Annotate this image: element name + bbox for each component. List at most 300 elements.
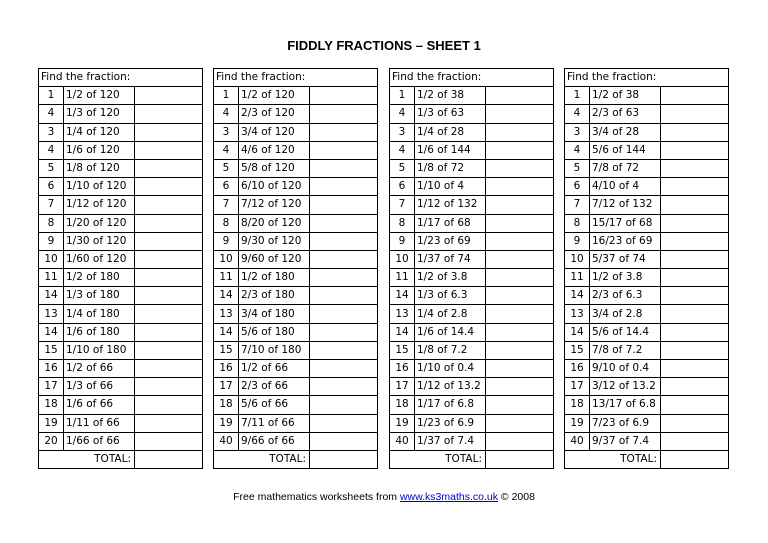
question-text: 7/12 of 120 (239, 196, 310, 214)
question-text: 1/4 of 2.8 (415, 305, 486, 323)
question-text: 4/6 of 120 (239, 141, 310, 159)
table-row (39, 141, 203, 159)
question-text: 5/6 of 144 (590, 141, 661, 159)
question-number: 7 (565, 196, 590, 214)
answer-cell[interactable] (486, 214, 554, 232)
question-text: 2/3 of 180 (239, 287, 310, 305)
total-answer-cell[interactable] (486, 450, 554, 468)
question-text: 1/17 of 6.8 (415, 396, 486, 414)
table-row (390, 414, 554, 432)
answer-cell[interactable] (310, 250, 378, 268)
question-text: 13/17 of 6.8 (590, 396, 661, 414)
question-text: 1/8 of 72 (415, 159, 486, 177)
question-number: 17 (390, 378, 415, 396)
question-number: 7 (214, 196, 239, 214)
answer-cell[interactable] (486, 159, 554, 177)
table-row (390, 323, 554, 341)
question-number: 4 (390, 141, 415, 159)
answer-cell[interactable] (486, 432, 554, 450)
question-number: 9 (39, 232, 64, 250)
answer-cell[interactable] (310, 105, 378, 123)
question-number: 14 (390, 287, 415, 305)
question-number: 14 (565, 287, 590, 305)
question-text: 1/3 of 66 (64, 378, 135, 396)
answer-cell[interactable] (310, 87, 378, 105)
answer-cell[interactable] (135, 196, 203, 214)
table-header: Find the fraction: (214, 69, 378, 87)
answer-cell[interactable] (135, 305, 203, 323)
answer-cell[interactable] (661, 105, 729, 123)
answer-cell[interactable] (661, 214, 729, 232)
table-row (214, 141, 378, 159)
answer-cell[interactable] (310, 414, 378, 432)
answer-cell[interactable] (310, 378, 378, 396)
question-text: 1/3 of 6.3 (415, 287, 486, 305)
table-row (39, 414, 203, 432)
question-number: 15 (214, 341, 239, 359)
answer-cell[interactable] (661, 232, 729, 250)
question-number: 7 (390, 196, 415, 214)
question-text: 1/6 of 120 (64, 141, 135, 159)
question-text: 1/4 of 180 (64, 305, 135, 323)
question-text: 1/2 of 180 (239, 269, 310, 287)
answer-cell[interactable] (135, 123, 203, 141)
question-number: 18 (39, 396, 64, 414)
answer-cell[interactable] (486, 360, 554, 378)
fraction-table-3 (389, 68, 554, 469)
question-number: 4 (565, 141, 590, 159)
answer-cell[interactable] (310, 269, 378, 287)
question-text: 1/2 of 120 (64, 87, 135, 105)
question-number: 1 (565, 87, 590, 105)
question-number: 8 (214, 214, 239, 232)
answer-cell[interactable] (310, 341, 378, 359)
question-text: 1/30 of 120 (64, 232, 135, 250)
answer-cell[interactable] (661, 432, 729, 450)
answer-cell[interactable] (135, 287, 203, 305)
table-row (214, 323, 378, 341)
fraction-table-2 (213, 68, 378, 469)
question-number: 19 (565, 414, 590, 432)
table-row (214, 232, 378, 250)
answer-cell[interactable] (310, 141, 378, 159)
table-row (214, 360, 378, 378)
table-row (390, 360, 554, 378)
question-number: 3 (39, 123, 64, 141)
question-text: 1/6 of 14.4 (415, 323, 486, 341)
table-row (39, 105, 203, 123)
question-number: 18 (214, 396, 239, 414)
answer-cell[interactable] (486, 287, 554, 305)
table-row (565, 196, 729, 214)
question-text: 1/3 of 120 (64, 105, 135, 123)
answer-cell[interactable] (486, 414, 554, 432)
table-row (39, 159, 203, 177)
question-text: 5/6 of 180 (239, 323, 310, 341)
answer-cell[interactable] (135, 87, 203, 105)
table-row (39, 87, 203, 105)
question-text: 2/3 of 120 (239, 105, 310, 123)
answer-cell[interactable] (135, 232, 203, 250)
question-number: 1 (39, 87, 64, 105)
question-number: 6 (390, 178, 415, 196)
answer-cell[interactable] (310, 432, 378, 450)
table-row (214, 87, 378, 105)
footer-link[interactable]: www.ks3maths.co.uk (399, 491, 498, 503)
question-number: 18 (390, 396, 415, 414)
answer-cell[interactable] (486, 323, 554, 341)
question-text: 7/11 of 66 (239, 414, 310, 432)
question-text: 1/2 of 180 (64, 269, 135, 287)
total-row (390, 450, 554, 468)
table-row (214, 287, 378, 305)
question-number: 14 (214, 323, 239, 341)
question-text: 3/4 of 28 (590, 123, 661, 141)
table-row (39, 178, 203, 196)
answer-cell[interactable] (486, 87, 554, 105)
answer-cell[interactable] (135, 214, 203, 232)
table-header-row (39, 69, 203, 87)
table-row (565, 341, 729, 359)
answer-cell[interactable] (135, 269, 203, 287)
question-text: 4/10 of 4 (590, 178, 661, 196)
question-text: 1/37 of 74 (415, 250, 486, 268)
table-row (565, 323, 729, 341)
answer-cell[interactable] (661, 250, 729, 268)
table-row (565, 378, 729, 396)
question-number: 4 (39, 141, 64, 159)
table-row (214, 305, 378, 323)
footer-prefix: Free mathematics worksheets from (233, 491, 400, 503)
table-row (390, 432, 554, 450)
table-row (39, 323, 203, 341)
question-number: 15 (565, 341, 590, 359)
question-number: 10 (39, 250, 64, 268)
answer-cell[interactable] (661, 269, 729, 287)
question-text: 8/20 of 120 (239, 214, 310, 232)
question-number: 6 (39, 178, 64, 196)
answer-cell[interactable] (486, 123, 554, 141)
table-row (214, 178, 378, 196)
question-text: 1/2 of 66 (239, 360, 310, 378)
table-row (565, 305, 729, 323)
answer-cell[interactable] (661, 87, 729, 105)
question-number: 7 (39, 196, 64, 214)
answer-cell[interactable] (135, 105, 203, 123)
table-row (214, 250, 378, 268)
question-number: 40 (214, 432, 239, 450)
answer-cell[interactable] (310, 287, 378, 305)
question-number: 14 (214, 287, 239, 305)
table-row (214, 269, 378, 287)
answer-cell[interactable] (486, 378, 554, 396)
question-number: 8 (565, 214, 590, 232)
question-number: 17 (565, 378, 590, 396)
answer-cell[interactable] (135, 341, 203, 359)
table-row (39, 123, 203, 141)
table-row (214, 123, 378, 141)
question-text: 1/66 of 66 (64, 432, 135, 450)
answer-cell[interactable] (310, 178, 378, 196)
question-number: 3 (390, 123, 415, 141)
table-row (214, 341, 378, 359)
table-row (565, 360, 729, 378)
question-number: 15 (39, 341, 64, 359)
question-number: 3 (565, 123, 590, 141)
answer-cell[interactable] (310, 214, 378, 232)
answer-cell[interactable] (486, 232, 554, 250)
answer-cell[interactable] (661, 287, 729, 305)
question-number: 17 (214, 378, 239, 396)
question-number: 40 (390, 432, 415, 450)
question-text: 1/10 of 120 (64, 178, 135, 196)
question-number: 1 (214, 87, 239, 105)
table-row (565, 159, 729, 177)
table-row (565, 87, 729, 105)
question-number: 14 (390, 323, 415, 341)
answer-cell[interactable] (310, 123, 378, 141)
table-header-row (390, 69, 554, 87)
table-row (390, 87, 554, 105)
table-row (39, 250, 203, 268)
question-text: 3/4 of 120 (239, 123, 310, 141)
table-row (214, 396, 378, 414)
answer-cell[interactable] (486, 396, 554, 414)
table-row (39, 269, 203, 287)
table-row (390, 287, 554, 305)
answer-cell[interactable] (310, 232, 378, 250)
question-number: 6 (214, 178, 239, 196)
table-row (390, 178, 554, 196)
table-row (565, 396, 729, 414)
question-text: 1/3 of 63 (415, 105, 486, 123)
total-answer-cell[interactable] (661, 450, 729, 468)
question-text: 5/8 of 120 (239, 159, 310, 177)
table-row (565, 269, 729, 287)
table-row (390, 214, 554, 232)
question-text: 1/12 of 120 (64, 196, 135, 214)
table-row (390, 105, 554, 123)
answer-cell[interactable] (486, 250, 554, 268)
question-number: 20 (39, 432, 64, 450)
question-number: 9 (214, 232, 239, 250)
question-text: 16/23 of 69 (590, 232, 661, 250)
question-text: 2/3 of 6.3 (590, 287, 661, 305)
answer-cell[interactable] (310, 305, 378, 323)
question-text: 1/12 of 13.2 (415, 378, 486, 396)
question-text: 15/17 of 68 (590, 214, 661, 232)
table-row (565, 287, 729, 305)
question-number: 8 (39, 214, 64, 232)
question-text: 1/2 of 120 (239, 87, 310, 105)
table-row (39, 305, 203, 323)
table-header: Find the fraction: (39, 69, 203, 87)
question-number: 11 (565, 269, 590, 287)
table-row (39, 360, 203, 378)
question-text: 1/11 of 66 (64, 414, 135, 432)
question-number: 19 (214, 414, 239, 432)
answer-cell[interactable] (486, 305, 554, 323)
question-text: 3/4 of 2.8 (590, 305, 661, 323)
answer-cell[interactable] (310, 323, 378, 341)
answer-cell[interactable] (661, 378, 729, 396)
table-row (390, 196, 554, 214)
answer-cell[interactable] (135, 360, 203, 378)
question-number: 9 (565, 232, 590, 250)
table-row (390, 232, 554, 250)
question-text: 1/8 of 120 (64, 159, 135, 177)
question-text: 1/6 of 180 (64, 323, 135, 341)
question-number: 14 (39, 323, 64, 341)
question-text: 1/17 of 68 (415, 214, 486, 232)
table-row (390, 123, 554, 141)
question-number: 5 (390, 159, 415, 177)
table-row (390, 250, 554, 268)
footer-suffix: © 2008 (498, 491, 535, 503)
answer-cell[interactable] (135, 396, 203, 414)
table-row (214, 159, 378, 177)
question-text: 5/37 of 74 (590, 250, 661, 268)
total-row (39, 450, 203, 468)
question-number: 11 (390, 269, 415, 287)
answer-cell[interactable] (661, 178, 729, 196)
answer-cell[interactable] (310, 159, 378, 177)
answer-cell[interactable] (486, 341, 554, 359)
question-number: 19 (39, 414, 64, 432)
question-text: 1/20 of 120 (64, 214, 135, 232)
question-text: 6/10 of 120 (239, 178, 310, 196)
answer-cell[interactable] (661, 305, 729, 323)
question-text: 1/6 of 66 (64, 396, 135, 414)
question-text: 1/2 of 3.8 (590, 269, 661, 287)
question-text: 1/2 of 66 (64, 360, 135, 378)
answer-cell[interactable] (661, 123, 729, 141)
question-text: 3/12 of 13.2 (590, 378, 661, 396)
question-number: 8 (390, 214, 415, 232)
question-number: 13 (390, 305, 415, 323)
table-row (565, 414, 729, 432)
question-number: 18 (565, 396, 590, 414)
total-answer-cell[interactable] (310, 450, 378, 468)
table-row (390, 269, 554, 287)
total-answer-cell[interactable] (135, 450, 203, 468)
question-number: 1 (390, 87, 415, 105)
answer-cell[interactable] (486, 105, 554, 123)
table-row (39, 214, 203, 232)
total-row (565, 450, 729, 468)
answer-cell[interactable] (486, 141, 554, 159)
question-text: 1/12 of 132 (415, 196, 486, 214)
answer-cell[interactable] (661, 360, 729, 378)
table-row (390, 378, 554, 396)
question-number: 10 (390, 250, 415, 268)
question-number: 14 (39, 287, 64, 305)
question-text: 9/60 of 120 (239, 250, 310, 268)
question-text: 2/3 of 66 (239, 378, 310, 396)
question-text: 7/8 of 72 (590, 159, 661, 177)
question-text: 3/4 of 180 (239, 305, 310, 323)
question-number: 16 (214, 360, 239, 378)
table-header: Find the fraction: (390, 69, 554, 87)
answer-cell[interactable] (486, 178, 554, 196)
answer-cell[interactable] (135, 141, 203, 159)
answer-cell[interactable] (135, 178, 203, 196)
question-number: 11 (39, 269, 64, 287)
answer-cell[interactable] (310, 360, 378, 378)
answer-cell[interactable] (135, 414, 203, 432)
answer-cell[interactable] (486, 269, 554, 287)
question-number: 10 (565, 250, 590, 268)
question-text: 1/10 of 0.4 (415, 360, 486, 378)
total-label: TOTAL: (214, 450, 310, 468)
question-number: 3 (214, 123, 239, 141)
table-row (390, 159, 554, 177)
table-row (565, 105, 729, 123)
question-text: 9/10 of 0.4 (590, 360, 661, 378)
answer-cell[interactable] (135, 323, 203, 341)
answer-cell[interactable] (310, 196, 378, 214)
answer-cell[interactable] (661, 159, 729, 177)
answer-cell[interactable] (661, 323, 729, 341)
question-text: 9/30 of 120 (239, 232, 310, 250)
table-row (39, 287, 203, 305)
table-row (565, 214, 729, 232)
question-number: 15 (390, 341, 415, 359)
question-text: 1/23 of 69 (415, 232, 486, 250)
table-row (565, 250, 729, 268)
answer-cell[interactable] (486, 196, 554, 214)
table-row (214, 105, 378, 123)
answer-cell[interactable] (135, 432, 203, 450)
fraction-table-1 (38, 68, 203, 469)
answer-cell[interactable] (135, 378, 203, 396)
question-text: 1/2 of 38 (590, 87, 661, 105)
question-number: 13 (39, 305, 64, 323)
question-number: 4 (565, 105, 590, 123)
answer-cell[interactable] (135, 159, 203, 177)
question-text: 7/8 of 7.2 (590, 341, 661, 359)
footer (0, 491, 768, 503)
total-label: TOTAL: (565, 450, 661, 468)
table-row (214, 432, 378, 450)
question-number: 10 (214, 250, 239, 268)
question-number: 4 (214, 141, 239, 159)
question-text: 1/3 of 180 (64, 287, 135, 305)
question-text: 7/12 of 132 (590, 196, 661, 214)
table-row (214, 414, 378, 432)
question-number: 5 (39, 159, 64, 177)
question-text: 7/23 of 6.9 (590, 414, 661, 432)
question-number: 19 (390, 414, 415, 432)
table-row (39, 232, 203, 250)
table-row (39, 196, 203, 214)
question-text: 9/37 of 7.4 (590, 432, 661, 450)
answer-cell[interactable] (661, 414, 729, 432)
table-row (214, 196, 378, 214)
answer-cell[interactable] (661, 396, 729, 414)
question-text: 1/10 of 4 (415, 178, 486, 196)
answer-cell[interactable] (661, 141, 729, 159)
table-row (565, 141, 729, 159)
table-row (214, 378, 378, 396)
answer-cell[interactable] (661, 341, 729, 359)
question-text: 1/8 of 7.2 (415, 341, 486, 359)
answer-cell[interactable] (661, 196, 729, 214)
answer-cell[interactable] (135, 250, 203, 268)
answer-cell[interactable] (310, 396, 378, 414)
question-number: 16 (39, 360, 64, 378)
table-row (565, 178, 729, 196)
